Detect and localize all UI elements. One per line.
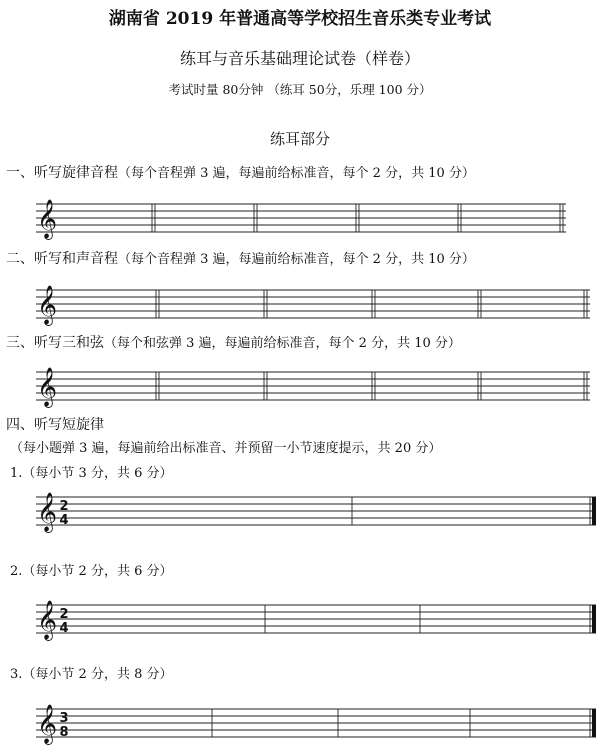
question-1-label: 一、听写旋律音程 (6, 165, 118, 181)
question-4-label: 四、听写短旋律 (6, 417, 104, 433)
melody-1-label: 1.（每小节 3 分，共 6 分） (10, 466, 173, 481)
staff-3 (36, 372, 590, 400)
question-3-label: 三、听写三和弦 (6, 335, 104, 351)
final-barline-2 (592, 605, 596, 633)
final-barline-1 (592, 497, 596, 525)
question-2-label: 二、听写和声音程 (6, 251, 118, 267)
melody-staff-3 (36, 709, 596, 737)
time-signature-bottom-1: 4 (59, 513, 69, 528)
treble-clef-icon: 𝄞 (37, 704, 58, 744)
paper-subtitle: 练耳与音乐基础理论试卷（样卷） (179, 49, 420, 68)
treble-clef-icon: 𝄞 (37, 285, 58, 325)
time-signature-top-1: 2 (59, 499, 69, 514)
time-signature-bottom-3: 8 (59, 725, 69, 740)
staff-1 (36, 204, 566, 232)
treble-clef-icon: 𝄞 (37, 199, 58, 239)
question-3-note: （每个和弦弹 3 遍，每遍前给标准音，每个 2 分，共 10 分） (104, 336, 461, 351)
treble-clef-icon: 𝄞 (37, 492, 58, 532)
section-title: 练耳部分 (269, 130, 330, 148)
exam-duration: 考试时量 80分钟 （练耳 50分，乐理 100 分） (168, 82, 432, 97)
time-signature-top-2: 2 (59, 607, 69, 622)
question-2-note: （每个音程弹 3 遍，每遍前给标准音，每个 2 分，共 10 分） (118, 252, 475, 267)
exam-title: 湖南省 2019 年普通高等学校招生音乐类专业考试 (108, 9, 492, 29)
melody-3-label: 3.（每小节 2 分，共 8 分） (10, 667, 173, 682)
treble-clef-icon: 𝄞 (37, 367, 58, 407)
question-1-note: （每个音程弹 3 遍，每遍前给标准音，每个 2 分，共 10 分） (118, 166, 475, 181)
time-signature-top-3: 3 (59, 711, 69, 726)
final-barline-3 (592, 709, 596, 737)
melody-staff-1 (36, 497, 596, 525)
treble-clef-icon: 𝄞 (37, 600, 58, 640)
melody-2-label: 2.（每小节 2 分，共 6 分） (10, 564, 173, 579)
time-signature-bottom-2: 4 (59, 621, 69, 636)
melody-staff-2 (36, 605, 596, 633)
staff-2 (36, 290, 590, 318)
question-4-note: （每小题弹 3 遍，每遍前给出标准音、并预留一小节速度提示，共 20 分） (10, 441, 442, 456)
